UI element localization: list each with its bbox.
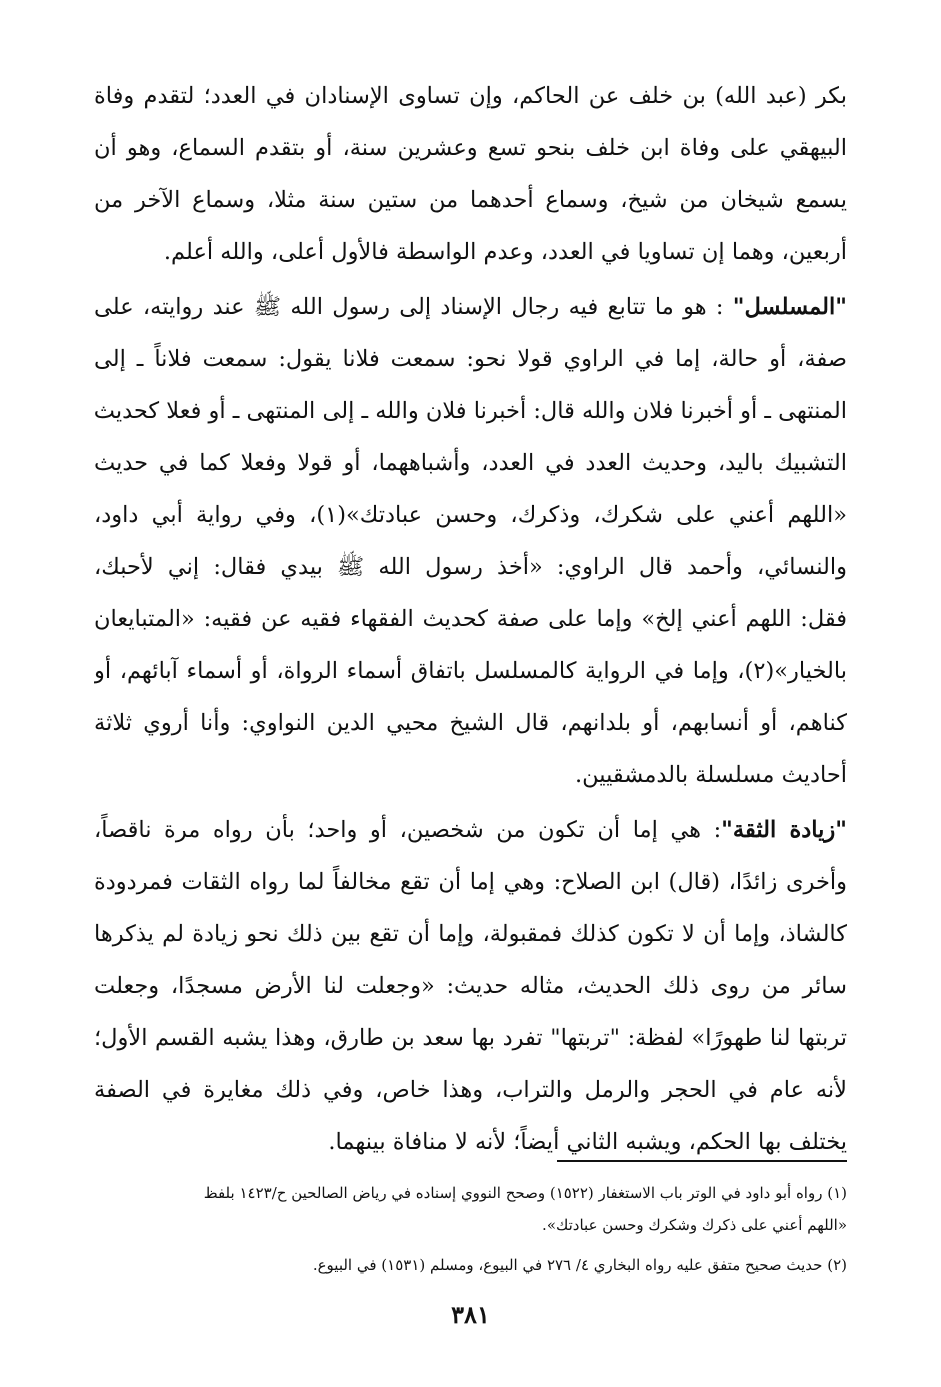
term-heading: "زيادة الثقة" — [721, 817, 847, 843]
text-line: والنسائي، وأحمد قال الراوي: «أخذ رسول الله ﷺ بيدي فقال: إني لأحبك، — [94, 554, 847, 580]
text-line: يسمع شيخان من شيخ، وسماع أحدهما من ستين سنة مثلا، وسماع الآخر من — [94, 187, 847, 213]
text-line: أحاديث مسلسلة بالدمشقيين. — [575, 762, 847, 788]
footnote: (١) رواه أبو داود في الوتر باب الاستغفار (١٥٢٢) وصحح النووي إسناده في رياض الصالحين ح/١٤٢٣ بلفظ — [203, 1184, 847, 1202]
text-span: : هي إما أن تكون من شخصين، أو واحد؛ بأن رواه مرة ناقصاً، — [94, 817, 722, 843]
text-line: المنتهى ـ أو أخبرنا فلان والله قال: أخبرنا فلان والله ـ إلى المنتهى ـ أو فعلا كحديث — [94, 398, 847, 424]
text-line: فقل: اللهم أعني إلخ» وإما على صفة كحديث الفقهاء فقيه عن فقيه: «المتبايعان — [94, 606, 847, 632]
text-line: تربتها لنا طهورًا» لفظة: "تربتها" تفرد بها سعد بن طارق، وهذا يشبه القسم الأول؛ — [94, 1025, 847, 1051]
text-line: بكر (عبد الله) بن خلف عن الحاكم، وإن تساوى الإسنادان في العدد؛ لتقدم وفاة — [94, 83, 847, 109]
page-number: ٣٨١ — [451, 1300, 490, 1329]
text-line: كالشاذ، وإما أن لا تكون كذلك فمقبولة، وإما أن تقع بين ذلك نحو زيادة لم يذكرها — [94, 921, 847, 947]
text-line: التشبيك باليد، وحديث العدد في العدد، وأشباههما، أو قولا وفعلا كما في حديث — [94, 450, 847, 476]
text-line: سائر من روى ذلك الحديث، مثاله حديث: «وجعلت لنا الأرض مسجدًا، وجعلت — [94, 973, 847, 999]
text-line — [94, 812, 847, 852]
text-line: وأخرى زائدًا، (قال) ابن الصلاح: وهي إما أن تقع مخالفاً لما رواه الثقات فمردودة — [94, 869, 847, 895]
text-line: صفة، أو حالة، إما في الراوي قولا نحو: سمعت فلانا يقول: سمعت فلاناً ـ إلى — [94, 346, 847, 372]
text-line: أربعين، وهما إن تساويا في العدد، وعدم الواسطة فالأول أعلى، والله أعلم. — [163, 239, 847, 265]
footnote: (٢) حديث صحيح متفق عليه رواه البخاري ٤/ ٢٧٦ في البيوع، ومسلم (١٥٣١) في البيوع. — [312, 1256, 847, 1274]
term-heading: "المسلسل" — [732, 294, 847, 320]
text-line: يختلف بها الحكم، ويشبه الثاني أيضاً؛ لأنه لا منافاة بينهما. — [328, 1129, 847, 1155]
text-line: بالخيار»(٢)، وإما في الرواية كالمسلسل باتفاق أسماء الرواة، أو أسماء آبائهم، أو — [94, 658, 847, 684]
text-line — [94, 289, 847, 329]
text-line: لأنه عام في الحجر والرمل والتراب، وهذا خاص، وفي ذلك مغايرة في الصفة — [94, 1077, 847, 1103]
text-line: البيهقي على وفاة ابن خلف بنحو تسع وعشرين سنة، أو بتقدم السماع، وهو أن — [94, 135, 847, 161]
footnote: «اللهم أعني على ذكرك وشكرك وحسن عبادتك». — [542, 1216, 847, 1234]
text-line: كناهم، أو أنسابهم، أو بلدانهم، قال الشيخ محيي الدين النواوي: وأنا أروي ثلاثة — [94, 710, 847, 736]
footnote-divider — [557, 1160, 847, 1162]
text-line: «اللهم أعني على شكرك، وذكرك، وحسن عبادتك»(١)، وفي رواية أبي داود، — [94, 502, 847, 528]
text-span: : هو ما تتابع فيه رجال الإسناد إلى رسول الله ﷺ عند روايته، على — [94, 294, 733, 320]
